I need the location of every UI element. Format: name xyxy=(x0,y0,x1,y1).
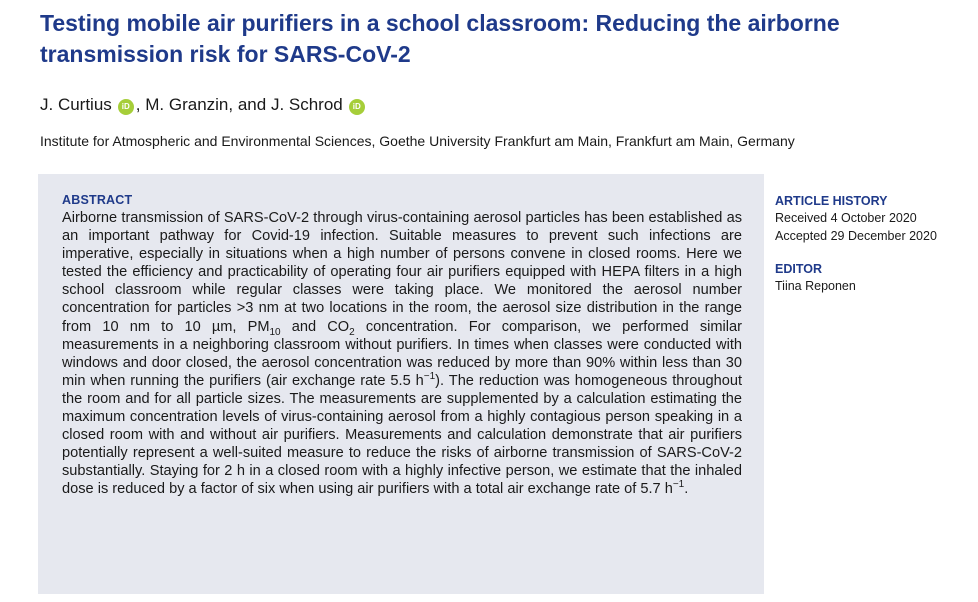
abstract-heading: ABSTRACT xyxy=(62,193,133,207)
paper-title: Testing mobile air purifiers in a school classroom: Reducing the airborne transmission risk for SARS-CoV-2 xyxy=(40,10,840,67)
orcid-icon[interactable]: iD xyxy=(118,99,134,115)
affiliation: Institute for Atmospheric and Environmental Sciences, Goethe University Frankfurt am Main, Frankfurt am Main, Germany xyxy=(40,133,795,149)
author-name: J. Curtius xyxy=(40,95,112,114)
received-date: Received 4 October 2020 xyxy=(775,211,917,225)
rate-superscript: −1 xyxy=(423,370,436,382)
accepted-date: Accepted 29 December 2020 xyxy=(775,229,937,243)
editor-name: Tiina Reponen xyxy=(775,279,856,293)
abstract-text-part: concentration. For comparison, we performed similar measurements in a neighboring classroom without purifiers. In times when classes were conducted with windows and door closed, the aerosol concentration was reduced by more than 90% within less than 30 min when running the purifiers (air exchange rate 5.5 h xyxy=(62,318,742,389)
rate-superscript: −1 xyxy=(672,479,685,491)
co2-subscript: 2 xyxy=(349,326,355,338)
abstract-panel xyxy=(38,174,764,594)
abstract-text-part: and CO xyxy=(280,318,350,335)
author-separator: , xyxy=(135,95,146,114)
author-name: J. Schrod xyxy=(270,95,343,114)
abstract-text-part: . xyxy=(684,481,689,498)
author-name: M. Granzin xyxy=(145,95,229,114)
abstract-text-part: Airborne transmission of SARS-CoV-2 through virus-containing aerosol particles has been established as an important pathway for Covid-19 infection. Suitable measures to prevent such infections are imperative, especially in situations when a high number of persons convene in closed rooms. Here we tested the efficiency and practicability of operating four air purifiers equipped with HEPA filters in a high school classroom while regular classes were taking place. We monitored the aerosol number concentration for particles >3 nm at two locations in the room, the aerosol size distribution in the range from 10 nm to 10 µm, PM xyxy=(62,210,742,335)
orcid-icon[interactable]: iD xyxy=(349,99,365,115)
abstract-body xyxy=(62,209,742,499)
pm-subscript: 10 xyxy=(269,326,281,338)
author-list xyxy=(40,94,367,116)
article-sidebar xyxy=(775,193,975,295)
author-separator: , and xyxy=(228,95,271,114)
abstract-text-part: ). The reduction was homogeneous throughout the room and for all particle sizes. The measurements are supplemented by a calculation estimating the maximum concentration levels of virus-containing aerosol from a highly contagious person speaking in a closed room with and without air purifiers. Measurements and calculation demonstrate that air purifiers potentially represent a well-suited measure to reduce the risks of airborne transmission of SARS-CoV-2 substantially. Staying for 2 h in a closed room with a highly infective person, we estimate that the inhaled dose is reduced by a factor of six when using air purifiers with a total air exchange rate of 5.7 h xyxy=(62,372,742,498)
article-history-heading: ARTICLE HISTORY xyxy=(775,194,888,208)
editor-heading: EDITOR xyxy=(775,262,822,276)
